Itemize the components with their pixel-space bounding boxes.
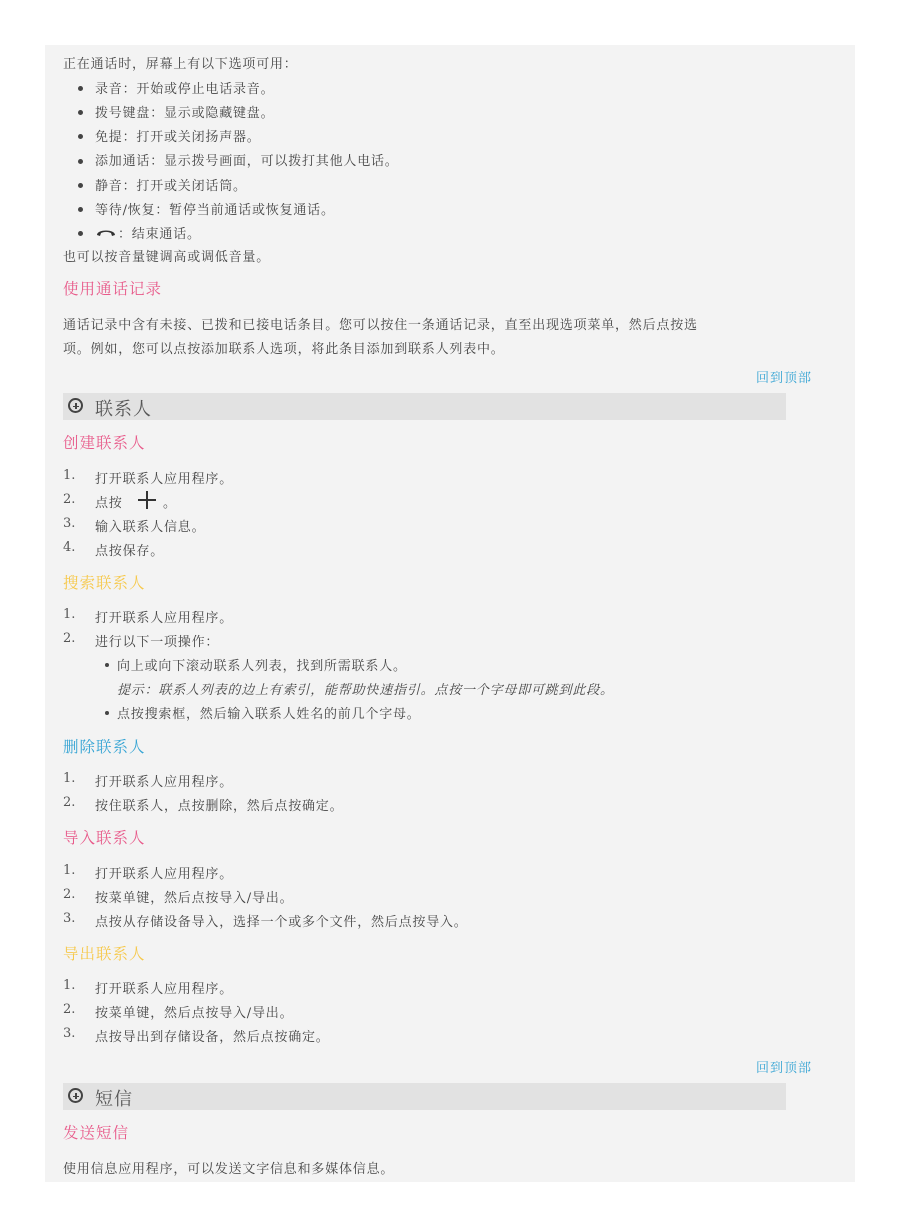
step-text: 打开联系人应用程序。 xyxy=(95,611,234,626)
import-contact-heading: 导入联系人 xyxy=(63,829,146,847)
step-text: 按住联系人，点按删除，然后点按确定。 xyxy=(95,799,344,814)
list-item: ：结束通话。 xyxy=(118,227,201,242)
step-text: 打开联系人应用程序。 xyxy=(95,982,234,997)
plus-circle-icon xyxy=(68,1088,83,1103)
step-number: 1. xyxy=(63,771,76,786)
bullet xyxy=(105,663,109,667)
step-number: 4. xyxy=(63,540,76,555)
step-text: 进行以下一项操作： xyxy=(95,635,220,650)
bullet xyxy=(78,86,83,91)
section-bar-messages[interactable] xyxy=(63,1083,786,1110)
sub-list-item: 点按搜索框，然后输入联系人姓名的前几个字母。 xyxy=(117,707,421,722)
list-item: 等待/恢复：暂停当前通话或恢复通话。 xyxy=(95,203,335,218)
step-text: 打开联系人应用程序。 xyxy=(95,472,234,487)
intro-text: 正在通话时，屏幕上有以下选项可用： xyxy=(63,57,298,72)
export-contact-heading: 导出联系人 xyxy=(63,945,146,963)
step-text: 按菜单键，然后点按导入/导出。 xyxy=(95,1006,294,1021)
tip-text: 提示：联系人列表的边上有索引，能帮助快速指引。点按一个字母即可跳到此段。 xyxy=(117,683,614,698)
bullet xyxy=(78,134,83,139)
step-number: 3. xyxy=(63,1026,76,1041)
search-contact-heading: 搜索联系人 xyxy=(63,574,146,592)
step-number: 3. xyxy=(63,516,76,531)
step-number: 1. xyxy=(63,863,76,878)
bullet xyxy=(78,231,83,236)
call-log-paragraph-line2: 项。例如，您可以点按添加联系人选项，将此条目添加到联系人列表中。 xyxy=(63,342,505,357)
section-bar-contacts[interactable] xyxy=(63,393,786,420)
step-number: 2. xyxy=(63,887,76,902)
step-text: 按菜单键，然后点按导入/导出。 xyxy=(95,891,294,906)
list-item: 录音：开始或停止电话录音。 xyxy=(95,82,275,97)
step-text-suffix: 。 xyxy=(163,496,177,511)
bullet xyxy=(78,207,83,212)
bullet xyxy=(78,159,83,164)
back-to-top-link[interactable]: 回到顶部 xyxy=(756,1061,813,1076)
step-number: 3. xyxy=(63,911,76,926)
step-text: 点按从存储设备导入，选择一个或多个文件，然后点按导入。 xyxy=(95,915,468,930)
step-number: 1. xyxy=(63,978,76,993)
delete-contact-heading: 删除联系人 xyxy=(63,738,146,756)
step-number: 2. xyxy=(63,492,76,507)
step-number: 1. xyxy=(63,468,76,483)
end-call-icon xyxy=(95,225,117,239)
plus-circle-icon xyxy=(68,398,83,413)
step-text: 点按保存。 xyxy=(95,544,165,559)
step-number: 2. xyxy=(63,795,76,810)
add-plus-icon xyxy=(137,490,157,510)
call-log-paragraph-line1: 通话记录中含有未接、已拨和已接电话条目。您可以按住一条通话记录，直至出现选项菜单，然后点按选 xyxy=(63,318,698,333)
call-log-heading: 使用通话记录 xyxy=(63,280,163,298)
list-item: 拨号键盘：显示或隐藏键盘。 xyxy=(95,106,275,121)
list-item: 添加通话：显示拨号画面，可以拨打其他人电话。 xyxy=(95,154,399,169)
step-number: 1. xyxy=(63,607,76,622)
step-text: 打开联系人应用程序。 xyxy=(95,867,234,882)
back-to-top-link[interactable]: 回到顶部 xyxy=(756,371,813,386)
list-item: 免提：打开或关闭扬声器。 xyxy=(95,130,261,145)
step-text: 点按 xyxy=(95,496,123,511)
bullet xyxy=(78,110,83,115)
sub-list-item: 向上或向下滚动联系人列表，找到所需联系人。 xyxy=(117,659,407,674)
section-title: 联系人 xyxy=(95,399,152,420)
volume-note: 也可以按音量键调高或调低音量。 xyxy=(63,250,271,265)
step-text: 打开联系人应用程序。 xyxy=(95,775,234,790)
step-text: 输入联系人信息。 xyxy=(95,520,206,535)
create-contact-heading: 创建联系人 xyxy=(63,434,146,452)
bullet xyxy=(78,183,83,188)
step-number: 2. xyxy=(63,1002,76,1017)
list-item: 静音：打开或关闭话筒。 xyxy=(95,179,247,194)
step-text: 点按导出到存储设备，然后点按确定。 xyxy=(95,1030,330,1045)
step-number: 2. xyxy=(63,631,76,646)
section-title: 短信 xyxy=(95,1089,133,1110)
bullet xyxy=(105,711,109,715)
send-message-paragraph: 使用信息应用程序，可以发送文字信息和多媒体信息。 xyxy=(63,1162,395,1177)
send-message-heading: 发送短信 xyxy=(63,1124,130,1142)
